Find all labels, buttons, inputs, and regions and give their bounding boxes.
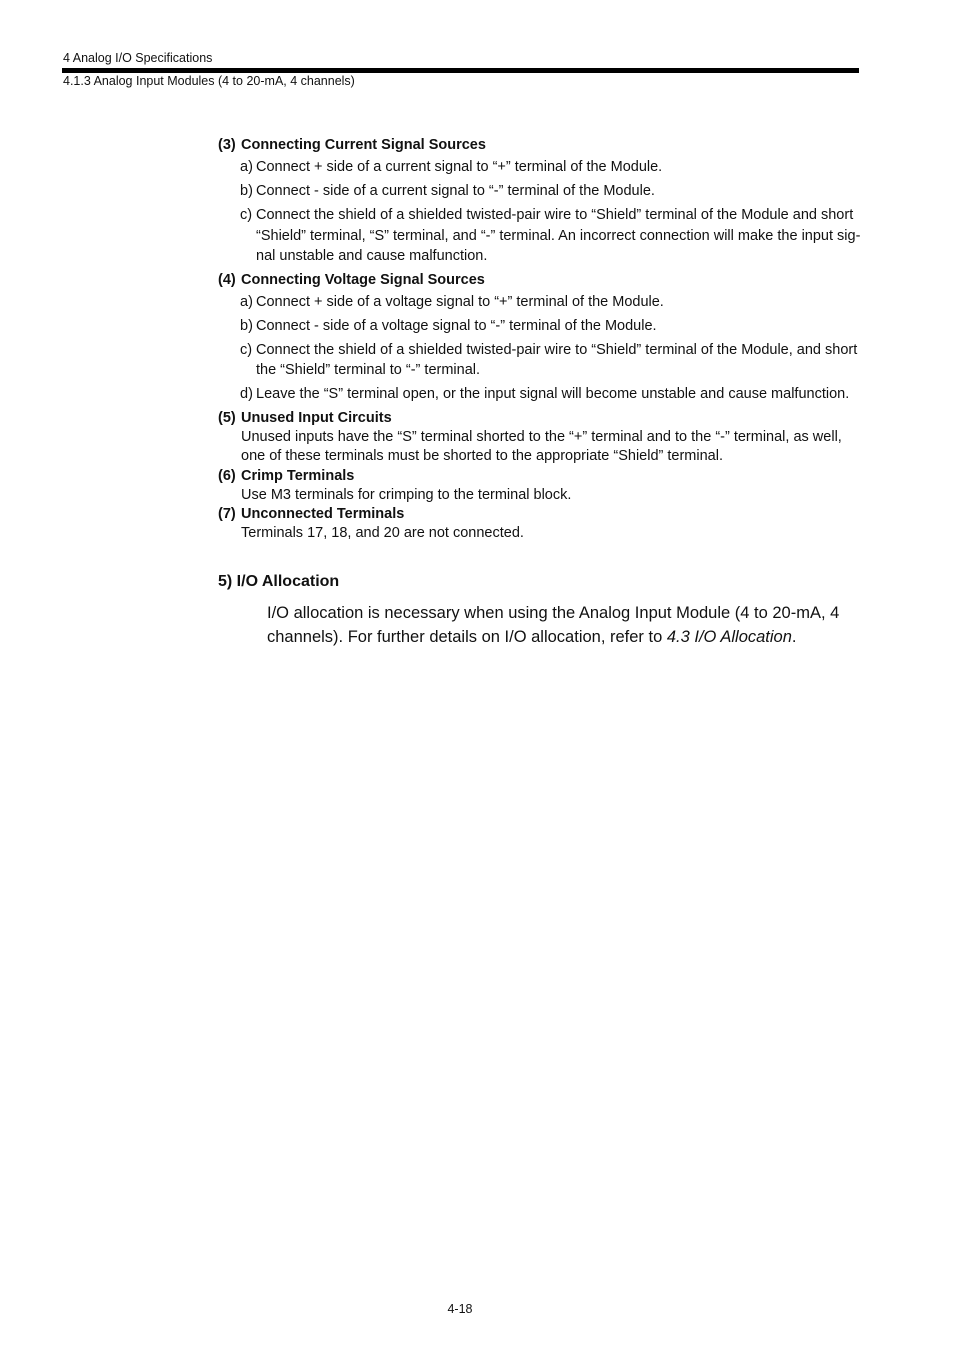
sub-item xyxy=(218,292,862,313)
sub-text: Connect the shield of a shielded twisted-pair wire to “Shield” terminal of the Module and short “Shield” terminal, “S” terminal, and “-” terminal. An incorrect connection will make the input sig-nal unstable and cause malfunction. xyxy=(256,207,861,264)
item-title: Connecting Voltage Signal Sources xyxy=(241,271,485,288)
main-content xyxy=(218,136,862,544)
item-body: Unused inputs have the “S” terminal shorted to the “+” terminal and to the “-” terminal, as well, one of these terminals must be shorted to the appropriate “Shield” terminal. xyxy=(241,428,842,464)
item-unused-inputs xyxy=(218,409,862,467)
body-text: I/O allocation is necessary when using the Analog Input Module (4 to 20-mA, 4 channels). For further details on I/O allocation, refer to xyxy=(267,604,840,646)
body-text-end: . xyxy=(791,628,797,646)
sub-text: Connect - side of a current signal to “-” terminal of the Module. xyxy=(256,183,655,199)
item-number: (5) xyxy=(218,409,236,426)
running-header-chapter: 4 Analog I/O Specifications xyxy=(63,51,213,65)
sub-item xyxy=(218,157,862,178)
sub-item xyxy=(218,340,862,381)
sub-letter: a) xyxy=(240,159,253,175)
item-body: Terminals 17, 18, and 20 are not connected. xyxy=(241,525,524,541)
item-connecting-voltage xyxy=(218,271,862,405)
item-number: (4) xyxy=(218,271,236,288)
sub-item xyxy=(218,384,862,405)
sub-letter: c) xyxy=(240,341,253,358)
item-unconnected-terminals xyxy=(218,505,862,544)
sub-item xyxy=(218,316,862,337)
item-heading xyxy=(218,136,862,155)
page-number: 4-18 xyxy=(447,1302,473,1316)
sub-list xyxy=(218,157,862,267)
cross-reference: 4.3 I/O Allocation xyxy=(666,628,792,646)
sub-letter: d) xyxy=(240,386,253,402)
sub-text: Leave the “S” terminal open, or the input signal will become unstable and cause malfunction. xyxy=(256,386,850,402)
item-number: (3) xyxy=(218,137,236,153)
sub-text: Connect the shield of a shielded twisted-pair wire to “Shield” terminal of the Module, and short the “Shield” terminal to “-” terminal. xyxy=(256,341,858,378)
sub-letter: b) xyxy=(240,317,253,334)
item-title: Connecting Current Signal Sources xyxy=(241,137,486,153)
section-heading-io-allocation: 5) I/O Allocation xyxy=(218,573,340,590)
sub-item xyxy=(218,205,862,267)
section-body-io-allocation xyxy=(267,601,847,649)
sub-text: Connect + side of a voltage signal to “+” terminal of the Module. xyxy=(256,293,664,310)
running-header-section: 4.1.3 Analog Input Modules (4 to 20-mA, 4 channels) xyxy=(63,74,355,88)
sub-item xyxy=(218,181,862,202)
item-heading xyxy=(218,505,862,524)
sub-text: Connect - side of a voltage signal to “-” terminal of the Module. xyxy=(256,317,657,334)
sub-text: Connect + side of a current signal to “+” terminal of the Module. xyxy=(256,159,663,175)
item-connecting-current xyxy=(218,136,862,267)
sub-letter: b) xyxy=(240,183,253,199)
item-title: Crimp Terminals xyxy=(241,467,355,484)
item-title: Unconnected Terminals xyxy=(241,506,405,522)
sub-list xyxy=(218,292,862,405)
item-heading xyxy=(218,467,862,486)
item-heading xyxy=(218,409,862,428)
sub-letter: c) xyxy=(240,207,253,223)
sub-letter: a) xyxy=(240,293,253,310)
item-heading xyxy=(218,271,862,290)
item-crimp-terminals xyxy=(218,467,862,506)
item-number: (7) xyxy=(218,506,236,522)
item-title: Unused Input Circuits xyxy=(241,409,392,426)
item-number: (6) xyxy=(218,467,236,484)
item-body: Use M3 terminals for crimping to the terminal block. xyxy=(241,486,572,503)
header-rule xyxy=(62,68,859,73)
